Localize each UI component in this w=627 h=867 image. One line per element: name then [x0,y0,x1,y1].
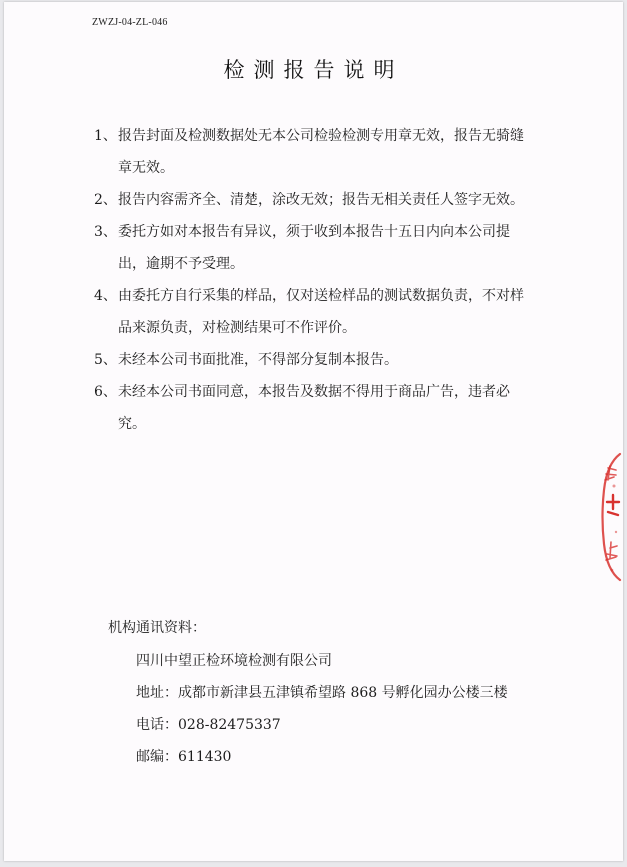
company-address: 地址：成都市新津县五津镇希望路 868 号孵化园办公楼三楼 [136,685,508,701]
note-text: 报告内容需齐全、清楚，涂改无效；报告无相关责任人签字无效。 [118,192,524,208]
note-text: 报告封面及检测数据处无本公司检验检测专用章无效，报告无骑缝章无效。 [118,128,524,176]
document-code: ZWZJ-04-ZL-046 [92,17,168,28]
note-number: 1、 [94,128,117,144]
note-item [94,280,534,344]
company-postcode: 邮编：611430 [136,749,232,765]
seam-seal-stamp [594,450,623,584]
notes-list [94,120,534,440]
note-text: 由委托方自行采集的样品，仅对送检样品的测试数据负责，不对样品来源负责，对检测结果可不作评价。 [118,288,524,336]
note-number: 4、 [94,288,117,304]
contact-heading: 机构通讯资料： [108,620,206,636]
contact-info [108,613,508,773]
note-item [94,344,534,376]
note-number: 6、 [94,384,117,400]
report-page [4,2,623,861]
page-title: 检测报告说明 [223,58,404,82]
note-item [94,376,534,440]
contact-details [136,645,508,773]
note-item [94,184,534,216]
note-number: 3、 [94,224,117,240]
note-number: 2、 [94,192,117,208]
note-item [94,120,534,184]
note-number: 5、 [94,352,117,368]
note-text: 委托方如对本报告有异议，须于收到本报告十五日内向本公司提出，逾期不予受理。 [118,224,510,272]
note-text: 未经本公司书面批准，不得部分复制本报告。 [118,352,398,368]
company-name: 四川中望正检环境检测有限公司 [136,653,332,669]
company-phone: 电话：028-82475337 [136,717,281,733]
note-item [94,216,534,280]
note-text: 未经本公司书面同意，本报告及数据不得用于商品广告，违者必究。 [118,384,510,432]
